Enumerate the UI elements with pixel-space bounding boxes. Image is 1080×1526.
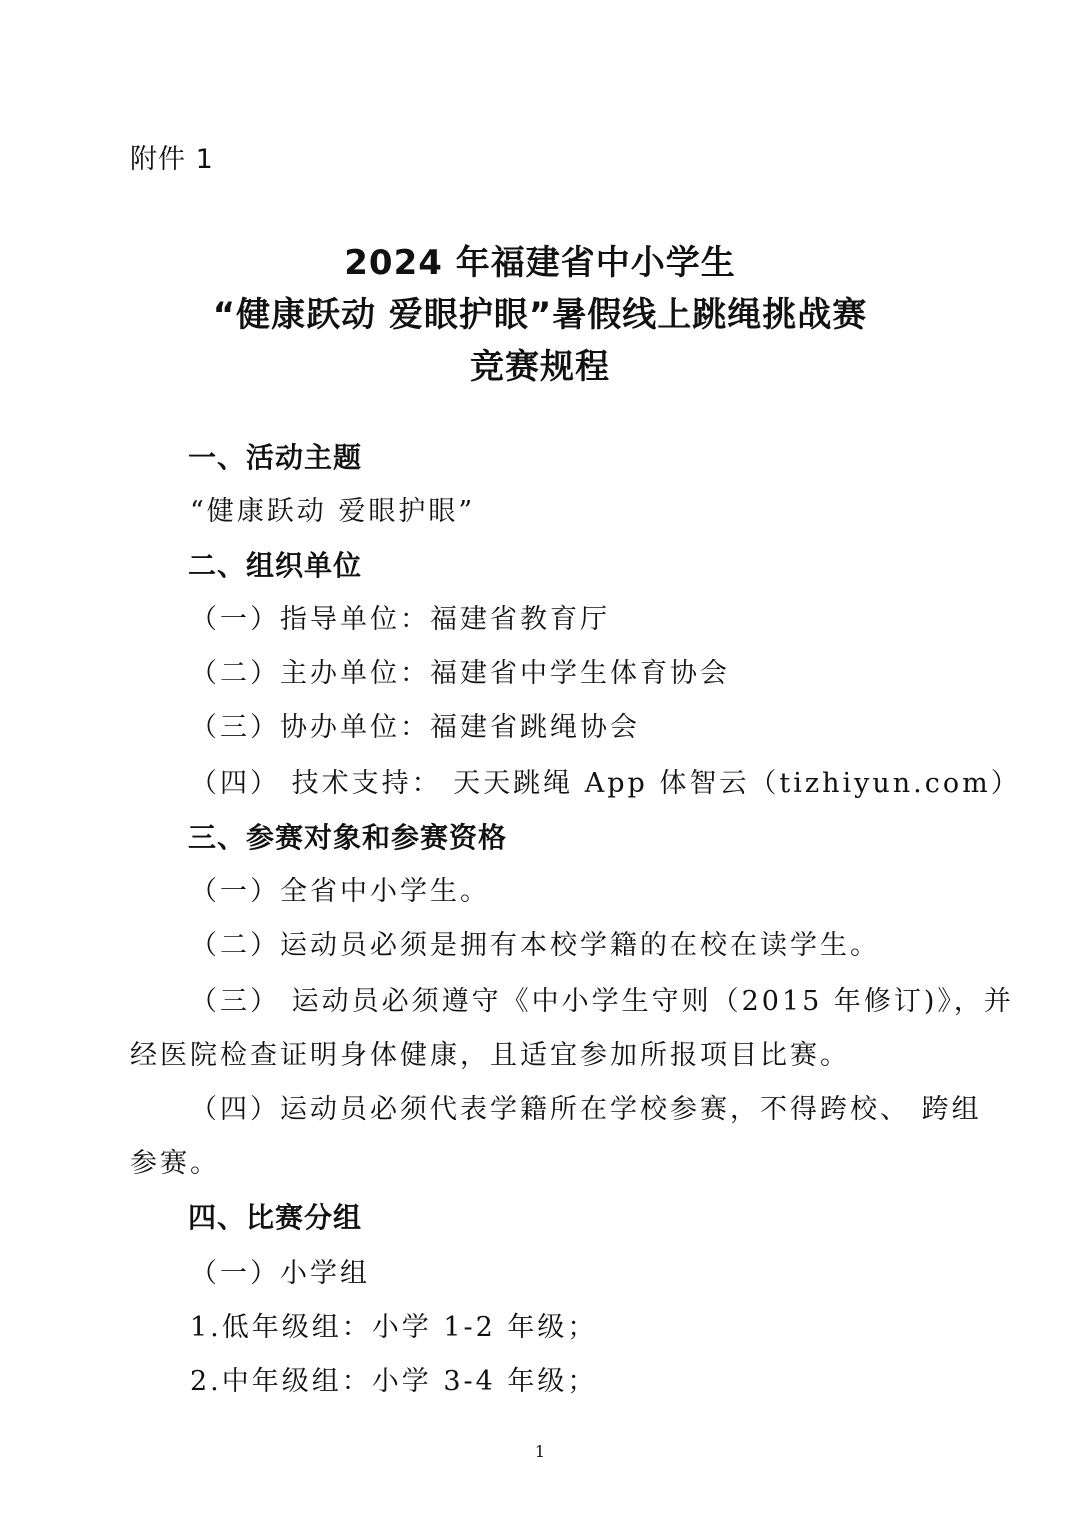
section-heading-eligibility: 三、参赛对象和参赛资格 — [188, 821, 508, 854]
title-line-3: 竞赛规程 — [470, 347, 610, 387]
page-number: 1 — [534, 1442, 546, 1461]
eligibility-item-1: （一）全省中小学生。 — [190, 876, 490, 907]
section-heading-theme: 一、活动主题 — [188, 441, 363, 474]
eligibility-item-4: （四）运动员必须代表学籍所在学校参赛，不得跨校、 跨组 — [190, 1094, 982, 1125]
group-primary-lower: 1.低年级组：小学 1-2 年级； — [190, 1312, 598, 1343]
theme-text: “健康跃动 爱眼护眼” — [190, 496, 476, 527]
eligibility-item-3: （三） 运动员必须遵守《中小学生守则（2015 年修订)》，并 — [190, 986, 1014, 1017]
organizer-tech-support: （四） 技术支持： 天天跳绳 App 体智云（tizhiyun.com） — [190, 768, 1021, 799]
title-line-2: “健康跃动 爱眼护眼”暑假线上跳绳挑战赛 — [212, 295, 868, 335]
group-primary: （一）小学组 — [190, 1258, 370, 1289]
organizer-host: （二）主办单位：福建省中学生体育协会 — [190, 658, 730, 689]
attachment-label: 附件 1 — [130, 144, 214, 175]
organizer-co-host: （三）协办单位：福建省跳绳协会 — [190, 712, 640, 743]
title-line-1: 2024 年福建省中小学生 — [344, 243, 736, 283]
eligibility-item-4-cont: 参赛。 — [130, 1148, 220, 1179]
eligibility-item-3-cont: 经医院检查证明身体健康，且适宜参加所报项目比赛。 — [130, 1040, 850, 1071]
section-heading-groups: 四、比赛分组 — [188, 1201, 363, 1234]
group-primary-middle: 2.中年级组：小学 3-4 年级； — [190, 1366, 598, 1397]
section-heading-organizers: 二、组织单位 — [188, 549, 363, 582]
organizer-guide: （一）指导单位：福建省教育厅 — [190, 604, 610, 635]
eligibility-item-2: （二）运动员必须是拥有本校学籍的在校在读学生。 — [190, 930, 880, 961]
